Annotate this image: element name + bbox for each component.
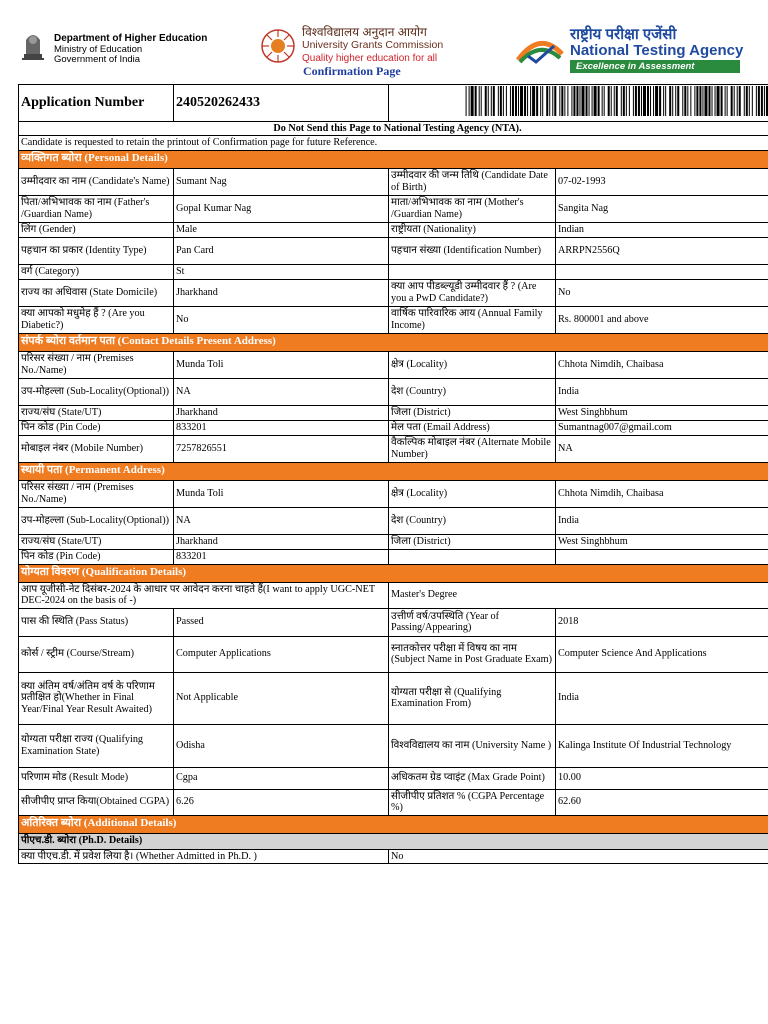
field-value: Sumantnag007@gmail.com [556,420,768,435]
field-label: क्या आप पीडब्ल्यूडी उम्मीदवार हैं ? (Are you a PwD Candidate?) [389,279,556,306]
field-value: 833201 [174,549,389,564]
ugc-hindi-name: विश्वविद्यालय अनुदान आयोग [302,25,427,39]
table-row [19,420,768,435]
field-value [556,264,768,279]
application-number-value: 240520262433 [174,85,389,122]
field-value: Not Applicable [174,672,389,724]
field-label [389,264,556,279]
section-header-personal [19,150,768,168]
field-value [556,549,768,564]
field-value: 833201 [174,420,389,435]
page-title: Confirmation Page [303,64,401,78]
field-value: No [174,306,389,333]
field-value: Computer Science And Applications [556,636,768,672]
field-value: Munda Toli [174,351,389,378]
ugc-english-name: University Grants Commission [302,39,444,51]
phd-admitted-value: No [389,849,768,864]
field-value: Pan Card [174,237,389,264]
ugc-net-basis-label: आप यूजीसी-नेट दिसंबर-2024 के आधार पर आवेदन करना चाहते हैं(I want to apply UGC-NET DEC-2024 on the basis of -) [19,582,389,608]
ugc-block [302,26,443,65]
table-row [19,507,768,534]
field-label: मेल पता (Email Address) [389,420,556,435]
field-value: NA [174,507,389,534]
field-label: राज्य/संघ (State/UT) [19,534,174,549]
application-number-label: Application Number [19,85,174,122]
field-value: Chhota Nimdih, Chaibasa [556,351,768,378]
section-header-qualification [19,564,768,582]
field-label: पिन कोड (Pin Code) [19,549,174,564]
field-value: 62.60 [556,789,768,815]
field-value: Indian [556,222,768,237]
field-value: No [556,279,768,306]
section-header-additional [19,815,768,833]
field-value: India [556,378,768,405]
notice-row [19,121,768,136]
ugc-logo-icon [260,28,296,64]
page-header [0,0,768,84]
section-title-contact: संपर्क ब्योरा वर्तमान पता (Contact Details Present Address) [19,333,768,351]
barcode [389,85,768,122]
field-value: 2018 [556,608,768,636]
section-title-additional: अतिरिक्त ब्योरा (Additional Details) [19,815,768,833]
field-label: पिन कोड (Pin Code) [19,420,174,435]
dhe-government: Government of India [54,54,141,65]
table-row [19,378,768,405]
field-label: सीजीपीए प्रतिशत % (CGPA Percentage %) [389,789,556,815]
nta-logo-icon [514,36,566,66]
ugc-tagline: Quality higher education for all [302,53,438,64]
field-value: 07-02-1993 [556,168,768,195]
field-label: राष्ट्रीयता (Nationality) [389,222,556,237]
phd-admitted-label: क्या पीएच.डी. में प्रवेश लिया है। (Whether Admitted in Ph.D. ) [19,849,389,864]
table-row [19,849,768,864]
national-emblem-icon [20,28,46,64]
table-row [19,279,768,306]
field-value: Sumant Nag [174,168,389,195]
field-value: Munda Toli [174,480,389,507]
field-value: 6.26 [174,789,389,815]
table-row [19,549,768,564]
field-label: क्षेत्र (Locality) [389,351,556,378]
table-row [19,195,768,222]
field-label: मोबाइल नंबर (Mobile Number) [19,435,174,462]
field-label: माता/अभिभावक का नाम (Mother's /Guardian Name) [389,195,556,222]
field-label: उप-मोहल्ला (Sub-Locality(Optional)) [19,507,174,534]
dhe-title: Department of Higher Education [54,33,208,44]
subsection-header-phd [19,833,768,849]
field-label: परिसर संख्या / नाम (Premises No./Name) [19,351,174,378]
table-row [19,534,768,549]
table-row [19,237,768,264]
field-value: Jharkhand [174,405,389,420]
field-value: Chhota Nimdih, Chaibasa [556,480,768,507]
field-value: Computer Applications [174,636,389,672]
field-value: India [556,507,768,534]
field-label: स्नातकोत्तर परीक्षा में विषय का नाम (Subject Name in Post Graduate Exam) [389,636,556,672]
field-value: Rs. 800001 and above [556,306,768,333]
table-row [19,222,768,237]
field-label: योग्यता परीक्षा राज्य (Qualifying Examination State) [19,724,174,767]
field-value: Jharkhand [174,534,389,549]
nta-tagline: Excellence in Assessment [570,60,740,73]
table-row [19,405,768,420]
contact-details [19,351,768,462]
field-label: वार्षिक पारिवारिक आय (Annual Family Income) [389,306,556,333]
field-label: पास की स्थिति (Pass Status) [19,608,174,636]
field-label: पहचान संख्या (Identification Number) [389,237,556,264]
field-value: Male [174,222,389,237]
field-label: उप-मोहल्ला (Sub-Locality(Optional)) [19,378,174,405]
notice-row [19,136,768,151]
section-title-qualification: योग्यता विवरण (Qualification Details) [19,564,768,582]
field-value: NA [556,435,768,462]
table-row [19,789,768,815]
field-label: वैकल्पिक मोबाइल नंबर (Alternate Mobile Number) [389,435,556,462]
field-label: देश (Country) [389,378,556,405]
table-row [19,435,768,462]
confirmation-table [18,84,768,864]
field-value: India [556,672,768,724]
field-value: 7257826551 [174,435,389,462]
field-value: 10.00 [556,767,768,789]
field-value: West Singhbhum [556,534,768,549]
field-value: Kalinga Institute Of Industrial Technology [556,724,768,767]
section-title-permanent: स्थायी पता (Permanent Address) [19,462,768,480]
field-value: Sangita Nag [556,195,768,222]
section-header-contact [19,333,768,351]
table-row [19,480,768,507]
field-label: जिला (District) [389,405,556,420]
field-label: अधिकतम ग्रेड प्वाइंट (Max Grade Point) [389,767,556,789]
table-row [19,168,768,195]
table-row [19,582,768,608]
field-value: NA [174,378,389,405]
subsection-title-phd: पीएच.डी. ब्योरा (Ph.D. Details) [19,833,768,849]
notice-retain-printout: Candidate is requested to retain the printout of Confirmation page for future Reference. [19,136,768,151]
field-label: क्या आपको मधुमेह हैं ? (Are you Diabetic?) [19,306,174,333]
field-value: ARRPN2556Q [556,237,768,264]
nta-english-name: National Testing Agency [570,42,744,59]
field-value: Odisha [174,724,389,767]
nta-block [570,26,743,73]
barcode-icon [391,86,768,116]
qualification-details [19,608,768,815]
field-label: कोर्स / स्ट्रीम (Course/Stream) [19,636,174,672]
field-label: परिणाम मोड (Result Mode) [19,767,174,789]
table-row [19,724,768,767]
field-label: क्या अंतिम वर्ष/अंतिम वर्ष के परिणाम प्रतीक्षित हो(Whether in Final Year/Final Year Result Awaited) [19,672,174,724]
dhe-ministry: Ministry of Education [54,43,143,55]
field-label: राज्य/संघ (State/UT) [19,405,174,420]
field-label: पिता/अभिभावक का नाम (Father's /Guardian Name) [19,195,174,222]
field-label: विश्वविद्यालय का नाम (University Name ) [389,724,556,767]
field-label: उत्तीर्ण वर्ष/उपस्थिति (Year of Passing/Appearing) [389,608,556,636]
field-label: पहचान का प्रकार (Identity Type) [19,237,174,264]
table-row [19,608,768,636]
field-label: देश (Country) [389,507,556,534]
field-label: वर्ग (Category) [19,264,174,279]
field-value: Jharkhand [174,279,389,306]
field-label: जिला (District) [389,534,556,549]
field-value: Passed [174,608,389,636]
field-label: उम्मीदवार की जन्म तिथि (Candidate Date of Birth) [389,168,556,195]
table-row [19,351,768,378]
table-row [19,306,768,333]
section-title-personal: व्यक्तिगत ब्योरा (Personal Details) [19,150,768,168]
field-label: योग्यता परीक्षा से (Qualifying Examination From) [389,672,556,724]
field-label: क्षेत्र (Locality) [389,480,556,507]
field-label: राज्य का अधिवास (State Domicile) [19,279,174,306]
personal-details [19,168,768,333]
field-label: सीजीपीए प्राप्त किया(Obtained CGPA) [19,789,174,815]
table-row [19,672,768,724]
nta-hindi-name: राष्ट्रीय परीक्षा एजेंसी [570,26,677,43]
field-label: लिंग (Gender) [19,222,174,237]
field-label: उम्मीदवार का नाम (Candidate's Name) [19,168,174,195]
field-value: Cgpa [174,767,389,789]
application-number-row [19,85,768,122]
ugc-net-basis-value: Master's Degree [389,582,768,608]
notice-do-not-send: Do Not Send this Page to National Testing Agency (NTA). [19,121,768,136]
dhe-block [54,34,207,66]
field-label: परिसर संख्या / नाम (Premises No./Name) [19,480,174,507]
table-row [19,767,768,789]
field-value: Gopal Kumar Nag [174,195,389,222]
table-row [19,264,768,279]
field-value: St [174,264,389,279]
field-value: West Singhbhum [556,405,768,420]
field-label [389,549,556,564]
section-header-permanent [19,462,768,480]
table-row [19,636,768,672]
permanent-address [19,480,768,564]
